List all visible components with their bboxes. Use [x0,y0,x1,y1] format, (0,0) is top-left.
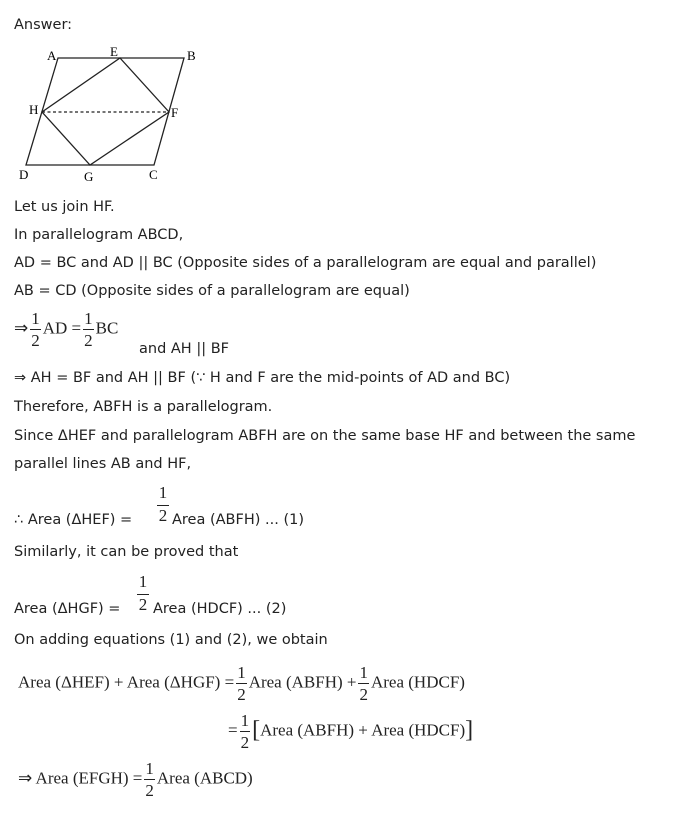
numerator: 1 [158,483,168,502]
parallelogram-figure [14,40,214,190]
denominator: 2 [84,331,93,350]
text-line-ah-bf: ⇒ AH = BF and AH || BF (∵ H and F are the mid-points of AD and BC) [14,370,511,386]
fraction-half [83,310,94,349]
numerator: 1 [31,309,40,328]
text-area-hgf-pre: Area (ΔHGF) = [14,601,121,617]
denominator: 2 [240,733,250,752]
text-area-hef-post: Area (ABFH) ... (1) [172,512,304,528]
label-g: G [84,169,94,184]
denominator: 2 [158,506,168,525]
fraction-half [236,664,247,703]
eq-bc: BC [95,318,119,338]
text-line-parallel-lines: parallel lines AB and HF, [14,456,192,472]
left-bracket: [ [252,717,261,743]
fraction-half [144,760,155,799]
denominator: 2 [138,595,148,614]
text-line-ab-cd: AB = CD (Opposite sides of a parallelogram are equal) [14,283,410,299]
denominator: 2 [237,685,246,704]
eq2-equals: = [228,720,238,740]
fraction-half-hef [157,484,169,525]
label-h: H [29,102,39,117]
eq3-left: ⇒ Area (EFGH) = [18,768,143,788]
numerator: 1 [237,663,246,682]
fraction-half [30,310,41,349]
eq2-body: Area (ABFH) + Area (HDCF) [260,720,466,740]
denominator: 2 [31,331,40,350]
label-e: E [110,44,118,59]
numerator: 1 [138,572,148,591]
eq-ad: AD = [42,318,82,338]
text-area-hef-pre: ∴ Area (ΔHEF) = [14,512,133,528]
label-a: A [47,48,57,63]
numerator: 1 [84,309,93,328]
fraction-half [358,664,369,703]
denominator: 2 [145,781,154,800]
equation-sum-areas [18,664,465,703]
text-and-ah-bf: and AH || BF [139,341,229,357]
numerator: 1 [240,711,250,730]
text-line-since-hef: Since ΔHEF and parallelogram ABFH are on the same base HF and between the same [14,428,636,444]
right-bracket: ] [465,717,474,743]
eq1-right: Area (HDCF) [370,672,465,692]
label-f: F [171,105,179,120]
equation-half-ad-bc [14,310,118,349]
text-line-abfh-parallelogram: Therefore, ABFH is a parallelogram. [14,399,273,415]
equation-result [18,760,253,799]
numerator: 1 [359,663,368,682]
eq1-left: Area (ΔHEF) + Area (ΔHGF) = [18,672,235,692]
answer-label: Answer: [14,17,73,33]
text-line-similarly: Similarly, it can be proved that [14,544,239,560]
text-line-join-hf: Let us join HF. [14,199,115,215]
text-line-in-parallelogram: In parallelogram ABCD, [14,227,184,243]
fraction-half-hgf [137,573,149,614]
label-d: D [19,167,29,182]
label-b: B [187,48,196,63]
label-c: C [149,167,158,182]
implies-symbol: ⇒ [14,318,29,338]
eq1-mid: Area (ABFH) + [248,672,357,692]
equation-factored [228,712,473,751]
fraction-half [240,712,251,751]
text-line-on-adding: On adding equations (1) and (2), we obtain [14,632,328,648]
text-line-ad-bc: AD = BC and AD || BC (Opposite sides of a parallelogram are equal and parallel) [14,255,597,271]
denominator: 2 [359,685,368,704]
text-area-hgf-post: Area (HDCF) ... (2) [153,601,287,617]
eq3-right: Area (ABCD) [156,768,253,788]
numerator: 1 [145,759,154,778]
